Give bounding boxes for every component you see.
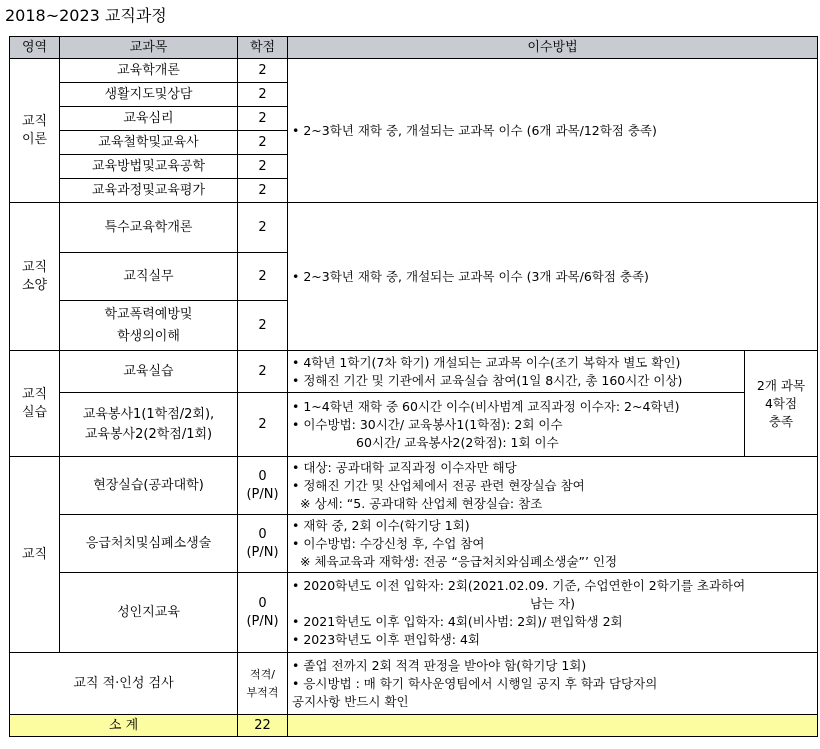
header-method: 이수방법 <box>288 37 818 59</box>
credit-value: 2 <box>238 155 288 179</box>
method-practice-1: • 4학년 1학기(7차 학기) 개설되는 교과목 이수(조기 복학자 별도 확인) • 정해진 기간 및 기관에서 교육실습 참여(1일 8시간, 총 160시간 이상) <box>288 351 745 393</box>
method-teaching-3: • 2020학년도 이전 입학자: 2회(2021.02.09. 기준, 수업연한이 2학기를 초과하여 남는 자) • 2021학년도 이후 입학자: 4회(비사범: 2회)/ 편입학생 2회 • 2023학년도 이후 편입학생: 4회 <box>288 573 818 653</box>
course-name: 학교폭력예방및 학생의이해 <box>60 301 238 351</box>
header-course: 교과목 <box>60 37 238 59</box>
credit-value: 2 <box>238 131 288 155</box>
course-name: 교직실무 <box>60 253 238 301</box>
table-row <box>10 573 818 653</box>
course-name: 교육방법및교육공학 <box>60 155 238 179</box>
course-name-aptitude: 교직 적·인성 검사 <box>10 653 238 715</box>
table-row <box>10 351 818 393</box>
method-teaching-2: • 재학 중, 2회 이수(학기당 1회) • 이수방법: 수강신청 후, 수업 참여 ※ 체육교육과 재학생: 전공 “응급처치와심폐소생술”’ 인정 <box>288 515 818 573</box>
credit-value: 적격/ 부적격 <box>238 653 288 715</box>
credit-value: 2 <box>238 393 288 457</box>
area-theory: 교직 이론 <box>10 59 60 203</box>
method-teaching-1: • 대상: 공과대학 교직과정 이수자만 해당 • 정해진 기간 및 산업체에서 전공 관련 현장실습 참여 ※ 상세: “5. 공과대학 산업체 현장실습: 참조 <box>288 457 818 515</box>
credit-value: 2 <box>238 203 288 253</box>
header-credit: 학점 <box>238 37 288 59</box>
credit-value: 2 <box>238 253 288 301</box>
course-name: 성인지교육 <box>60 573 238 653</box>
method-practice-2: • 1~4학년 재학 중 60시간 이수(비사범계 교직과정 이수자: 2~4학년) • 이수방법: 30시간/ 교육봉사1(1학점): 2회 이수 60시간/ 교육봉사2(2학점): 1회 이수 <box>288 393 745 457</box>
curriculum-table <box>9 36 818 737</box>
course-name: 교육학개론 <box>60 59 238 83</box>
table-row <box>10 653 818 715</box>
method-aptitude: • 졸업 전까지 2회 적격 판정을 받아야 함(학기당 1회) • 응시방법 : 매 학기 학사운영팀에서 시행일 공지 후 학과 담당자의 공지사항 반드시 확인 <box>288 653 818 715</box>
credit-value: 2 <box>238 59 288 83</box>
credit-value: 0 (P/N) <box>238 573 288 653</box>
credit-value: 2 <box>238 351 288 393</box>
course-name: 교육철학및교육사 <box>60 131 238 155</box>
table-row <box>10 515 818 573</box>
table-row <box>10 393 818 457</box>
subtotal-empty <box>288 715 818 737</box>
credit-value: 2 <box>238 179 288 203</box>
area-literacy: 교직 소양 <box>10 203 60 351</box>
table-row <box>10 203 818 253</box>
method-literacy: • 2~3학년 재학 중, 개설되는 교과목 이수 (3개 과목/6학점 충족) <box>288 203 818 351</box>
header-row <box>10 37 818 59</box>
credit-value: 0 (P/N) <box>238 515 288 573</box>
credit-value: 0 (P/N) <box>238 457 288 515</box>
subtotal-row <box>10 715 818 737</box>
course-name: 교육과정및교육평가 <box>60 179 238 203</box>
course-name: 교육심리 <box>60 107 238 131</box>
practice-note: 2개 과목 4학점 충족 <box>745 351 818 457</box>
subtotal-label: 소 계 <box>10 715 238 737</box>
course-name: 교육실습 <box>60 351 238 393</box>
course-name: 현장실습(공과대학) <box>60 457 238 515</box>
credit-value: 2 <box>238 83 288 107</box>
subtotal-value: 22 <box>238 715 288 737</box>
table-row <box>10 59 818 83</box>
area-teaching: 교직 <box>10 457 60 653</box>
area-practice: 교직 실습 <box>10 351 60 457</box>
page-title: 2018~2023 교직과정 <box>5 6 167 25</box>
course-name: 특수교육학개론 <box>60 203 238 253</box>
course-name: 응급처치및심폐소생술 <box>60 515 238 573</box>
method-theory: • 2~3학년 재학 중, 개설되는 교과목 이수 (6개 과목/12학점 충족) <box>288 59 818 203</box>
course-name: 생활지도및상담 <box>60 83 238 107</box>
course-name: 교육봉사1(1학점/2회), 교육봉사2(2학점/1회) <box>60 393 238 457</box>
credit-value: 2 <box>238 301 288 351</box>
table-row <box>10 457 818 515</box>
header-area: 영역 <box>10 37 60 59</box>
credit-value: 2 <box>238 107 288 131</box>
